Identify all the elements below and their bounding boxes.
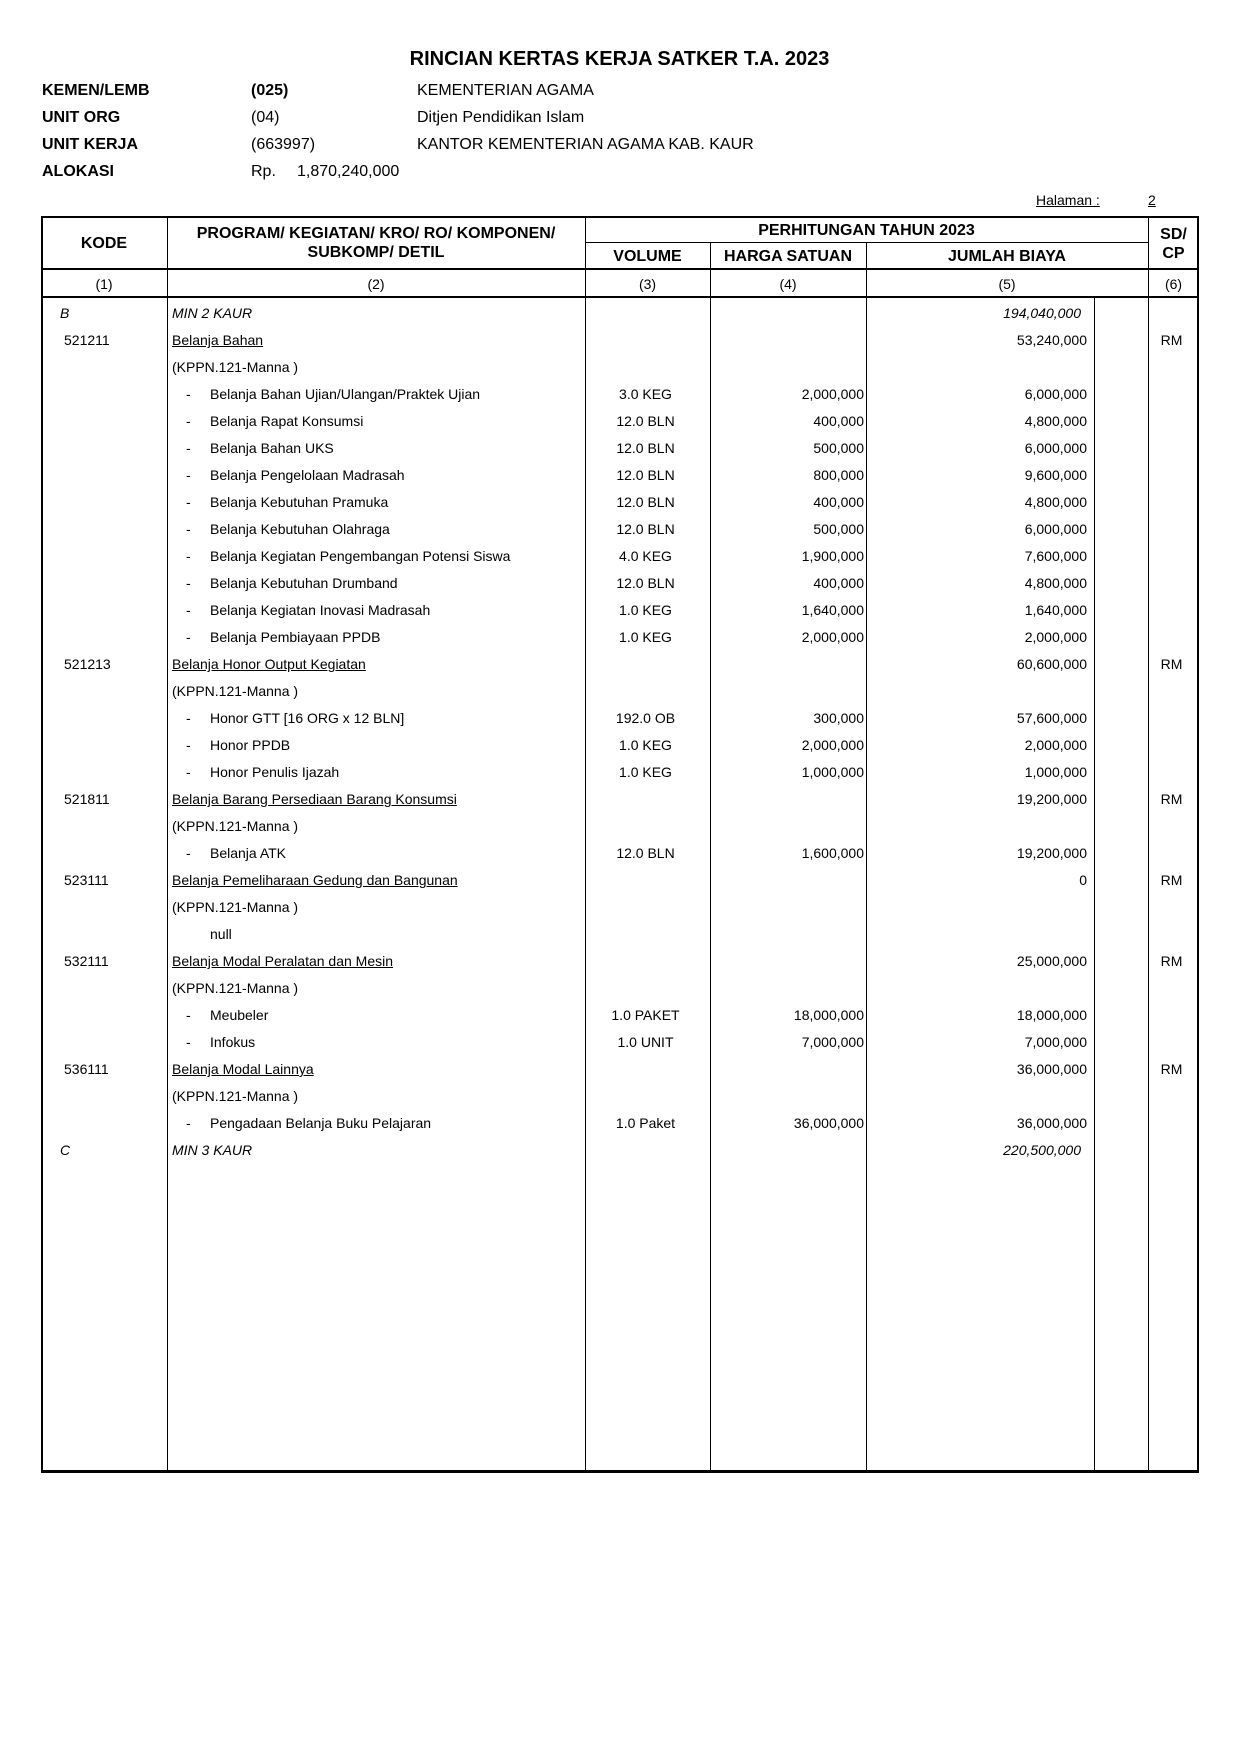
item-volume: 1.0 KEG	[619, 764, 672, 780]
item-jumlah-biaya: 1,640,000	[1024, 602, 1087, 618]
item-volume: 1.0 KEG	[619, 629, 672, 645]
kemen-name: KEMENTERIAN AGAMA	[417, 82, 594, 99]
line-perhitungan	[585, 242, 1148, 243]
line-header-bottom	[41, 268, 1199, 270]
item-volume: 3.0 KEG	[619, 386, 672, 402]
item-bullet: -	[186, 494, 191, 510]
col-number-2: (2)	[367, 276, 385, 292]
item-harga-satuan: 300,000	[813, 710, 864, 726]
jumlah-biaya: 19,200,000	[1016, 791, 1087, 807]
item-volume: 1.0 KEG	[619, 737, 672, 753]
item-harga-satuan: 500,000	[813, 521, 864, 537]
jumlah-biaya: 53,240,000	[1016, 332, 1087, 348]
page-label: Halaman :	[1036, 192, 1100, 208]
alokasi-value: 1,870,240,000	[297, 163, 400, 180]
sumber-dana: RM	[1160, 1061, 1183, 1077]
item-harga-satuan: 2,000,000	[801, 737, 864, 753]
account-code: 521211	[64, 332, 110, 348]
table-row	[0, 300, 1239, 327]
account-code: 536111	[64, 1061, 109, 1077]
item-bullet: -	[186, 1115, 191, 1131]
table-row	[0, 705, 1239, 732]
item-harga-satuan: 400,000	[813, 575, 864, 591]
item-description: Belanja Kegiatan Pengembangan Potensi Siswa	[210, 548, 511, 564]
item-bullet: -	[186, 764, 191, 780]
item-bullet: -	[186, 521, 191, 537]
item-jumlah-biaya: 6,000,000	[1024, 521, 1087, 537]
item-bullet: -	[186, 737, 191, 753]
table-row	[0, 813, 1239, 840]
item-volume: 4.0 KEG	[619, 548, 672, 564]
col-header-jumlah: JUMLAH BIAYA	[948, 248, 1066, 265]
table-row	[0, 1110, 1239, 1137]
unit-kerja-code: (663997)	[251, 136, 316, 153]
table-row	[0, 948, 1239, 975]
item-description: Honor PPDB	[210, 737, 291, 753]
unit-kerja-label: UNIT KERJA	[42, 136, 139, 153]
account-name: Belanja Modal Lainnya	[172, 1061, 314, 1077]
account-name: Belanja Pemeliharaan Gedung dan Bangunan	[172, 872, 458, 888]
account-code: 521213	[64, 656, 111, 672]
table-double-bottom	[41, 1472, 1199, 1473]
col-header-kode: KODE	[80, 235, 128, 252]
table-row	[0, 759, 1239, 786]
item-description: Belanja Kebutuhan Pramuka	[210, 494, 389, 510]
item-harga-satuan: 400,000	[813, 494, 864, 510]
alokasi-label: ALOKASI	[42, 163, 114, 180]
item-description: Belanja Bahan UKS	[210, 440, 334, 456]
unit-kerja-name: KANTOR KEMENTERIAN AGAMA KAB. KAUR	[417, 136, 754, 153]
account-name: Belanja Barang Persediaan Barang Konsumsi	[172, 791, 457, 807]
table-row	[0, 867, 1239, 894]
item-bullet: -	[186, 467, 191, 483]
item-description: Belanja Kebutuhan Drumband	[210, 575, 398, 591]
item-volume: 1.0 Paket	[615, 1115, 676, 1131]
kemen-label: KEMEN/LEMB	[42, 82, 150, 99]
detail-null: null	[210, 926, 232, 942]
item-harga-satuan: 1,600,000	[801, 845, 864, 861]
section-code: C	[60, 1142, 71, 1158]
kemen-code: (025)	[251, 82, 289, 99]
table-row	[0, 408, 1239, 435]
item-description: Belanja Pengelolaan Madrasah	[210, 467, 405, 483]
col-number-6: (6)	[1164, 276, 1183, 292]
item-volume: 12.0 BLN	[616, 521, 675, 537]
account-code: 521811	[64, 791, 110, 807]
sumber-dana: RM	[1160, 656, 1183, 672]
item-harga-satuan: 2,000,000	[801, 386, 864, 402]
item-jumlah-biaya: 2,000,000	[1024, 737, 1087, 753]
item-volume: 12.0 BLN	[616, 467, 675, 483]
jumlah-biaya: 60,600,000	[1016, 656, 1087, 672]
account-name: Belanja Bahan	[172, 332, 264, 348]
section-name: MIN 3 KAUR	[172, 1142, 253, 1158]
account-code: 532111	[64, 953, 109, 969]
table-row	[0, 327, 1239, 354]
unit-org-label: UNIT ORG	[42, 109, 121, 126]
item-jumlah-biaya: 4,800,000	[1024, 575, 1087, 591]
sumber-dana: RM	[1160, 872, 1183, 888]
jumlah-biaya: 220,500,000	[1003, 1142, 1081, 1158]
item-bullet: -	[186, 629, 191, 645]
item-volume: 1.0 PAKET	[611, 1007, 680, 1023]
table-row	[0, 678, 1239, 705]
item-harga-satuan: 1,640,000	[801, 602, 864, 618]
table-row	[0, 786, 1239, 813]
table-row	[0, 1056, 1239, 1083]
item-description: Belanja Rapat Konsumsi	[210, 413, 364, 429]
item-jumlah-biaya: 18,000,000	[1016, 1007, 1087, 1023]
item-jumlah-biaya: 7,000,000	[1024, 1034, 1087, 1050]
item-description: Belanja Pembiayaan PPDB	[210, 629, 381, 645]
sumber-dana: RM	[1160, 332, 1183, 348]
item-harga-satuan: 800,000	[813, 467, 864, 483]
jumlah-biaya: 36,000,000	[1016, 1061, 1087, 1077]
item-description: Belanja Kegiatan Inovasi Madrasah	[210, 602, 431, 618]
table-row	[0, 1137, 1239, 1164]
item-jumlah-biaya: 2,000,000	[1024, 629, 1087, 645]
col-number-3: (3)	[638, 276, 657, 292]
item-bullet: -	[186, 440, 191, 456]
table-row	[0, 894, 1239, 921]
document-title: RINCIAN KERTAS KERJA SATKER T.A. 2023	[409, 48, 830, 70]
item-bullet: -	[186, 413, 191, 429]
col-header-harga: HARGA SATUAN	[724, 248, 852, 265]
table-row	[0, 570, 1239, 597]
item-description: Pengadaan Belanja Buku Pelajaran	[210, 1115, 432, 1131]
item-bullet: -	[186, 602, 191, 618]
account-name: Belanja Modal Peralatan dan Mesin	[172, 953, 394, 969]
col-number-5: (5)	[998, 276, 1016, 292]
jumlah-biaya: 25,000,000	[1016, 953, 1087, 969]
kppn-label: (KPPN.121-Manna )	[172, 359, 299, 375]
table-row	[0, 1029, 1239, 1056]
table-row	[0, 840, 1239, 867]
item-volume: 192.0 OB	[615, 710, 676, 726]
item-bullet: -	[186, 386, 191, 402]
sumber-dana: RM	[1160, 953, 1183, 969]
item-bullet: -	[186, 548, 191, 564]
item-bullet: -	[186, 845, 191, 861]
table-row	[0, 597, 1239, 624]
item-harga-satuan: 2,000,000	[801, 629, 864, 645]
table-row	[0, 651, 1239, 678]
item-harga-satuan: 18,000,000	[793, 1007, 864, 1023]
item-jumlah-biaya: 7,600,000	[1024, 548, 1087, 564]
table-row	[0, 543, 1239, 570]
item-jumlah-biaya: 19,200,000	[1016, 845, 1087, 861]
item-description: Honor GTT [16 ORG x 12 BLN]	[210, 710, 405, 726]
item-jumlah-biaya: 4,800,000	[1024, 413, 1087, 429]
col-header-program-1: PROGRAM/ KEGIATAN/ KRO/ RO/ KOMPONEN/	[196, 225, 556, 242]
col-header-program-2: SUBKOMP/ DETIL	[307, 244, 445, 261]
kppn-label: (KPPN.121-Manna )	[172, 980, 299, 996]
item-description: Infokus	[210, 1034, 256, 1050]
table-row	[0, 354, 1239, 381]
kppn-label: (KPPN.121-Manna )	[172, 683, 299, 699]
item-harga-satuan: 36,000,000	[793, 1115, 864, 1131]
jumlah-biaya: 194,040,000	[1003, 305, 1081, 321]
col-number-1: (1)	[95, 276, 113, 292]
table-row	[0, 1083, 1239, 1110]
table-row	[0, 462, 1239, 489]
account-name: Belanja Honor Output Kegiatan	[172, 656, 366, 672]
item-volume: 1.0 KEG	[619, 602, 672, 618]
item-jumlah-biaya: 9,600,000	[1024, 467, 1087, 483]
kppn-label: (KPPN.121-Manna )	[172, 818, 299, 834]
item-volume: 12.0 BLN	[616, 845, 675, 861]
table-row	[0, 489, 1239, 516]
item-bullet: -	[186, 1007, 191, 1023]
table-row	[0, 381, 1239, 408]
table-row	[0, 1002, 1239, 1029]
jumlah-biaya: 0	[1079, 872, 1087, 888]
line-colnum-bottom	[41, 296, 1199, 298]
item-jumlah-biaya: 6,000,000	[1024, 440, 1087, 456]
table-row	[0, 975, 1239, 1002]
col-header-sd-2: CP	[1162, 245, 1185, 262]
item-harga-satuan: 400,000	[813, 413, 864, 429]
account-code: 523111	[64, 872, 109, 888]
section-code: B	[60, 305, 70, 321]
item-harga-satuan: 500,000	[813, 440, 864, 456]
item-description: Meubeler	[210, 1007, 269, 1023]
item-volume: 12.0 BLN	[616, 440, 675, 456]
item-jumlah-biaya: 6,000,000	[1024, 386, 1087, 402]
item-volume: 12.0 BLN	[616, 494, 675, 510]
item-jumlah-biaya: 1,000,000	[1024, 764, 1087, 780]
item-volume: 12.0 BLN	[616, 413, 675, 429]
item-harga-satuan: 7,000,000	[801, 1034, 864, 1050]
table-row	[0, 516, 1239, 543]
item-harga-satuan: 1,900,000	[801, 548, 864, 564]
table-row	[0, 435, 1239, 462]
col-header-perhitungan: PERHITUNGAN TAHUN 2023	[758, 222, 975, 239]
item-description: Belanja Kebutuhan Olahraga	[210, 521, 390, 537]
item-description: Belanja Bahan Ujian/Ulangan/Praktek Ujian	[210, 386, 481, 402]
item-jumlah-biaya: 57,600,000	[1016, 710, 1087, 726]
item-volume: 12.0 BLN	[616, 575, 675, 591]
item-bullet: -	[186, 1034, 191, 1050]
item-jumlah-biaya: 4,800,000	[1024, 494, 1087, 510]
item-bullet: -	[186, 710, 191, 726]
page-number: 2	[1148, 192, 1156, 208]
alokasi-currency: Rp.	[251, 163, 276, 180]
item-volume: 1.0 UNIT	[617, 1034, 674, 1050]
col-header-volume: VOLUME	[613, 248, 682, 265]
table-row	[0, 732, 1239, 759]
col-header-sd-1: SD/	[1160, 226, 1187, 243]
kppn-label: (KPPN.121-Manna )	[172, 1088, 299, 1104]
item-description: Honor Penulis Ijazah	[210, 764, 340, 780]
unit-org-name: Ditjen Pendidikan Islam	[417, 109, 585, 126]
col-number-4: (4)	[779, 276, 797, 292]
item-bullet: -	[186, 575, 191, 591]
kppn-label: (KPPN.121-Manna )	[172, 899, 299, 915]
section-name: MIN 2 KAUR	[172, 305, 253, 321]
item-description: Belanja ATK	[210, 845, 287, 861]
item-jumlah-biaya: 36,000,000	[1016, 1115, 1087, 1131]
item-harga-satuan: 1,000,000	[801, 764, 864, 780]
table-row	[0, 921, 1239, 948]
unit-org-code: (04)	[251, 109, 280, 126]
sumber-dana: RM	[1160, 791, 1183, 807]
table-row	[0, 624, 1239, 651]
